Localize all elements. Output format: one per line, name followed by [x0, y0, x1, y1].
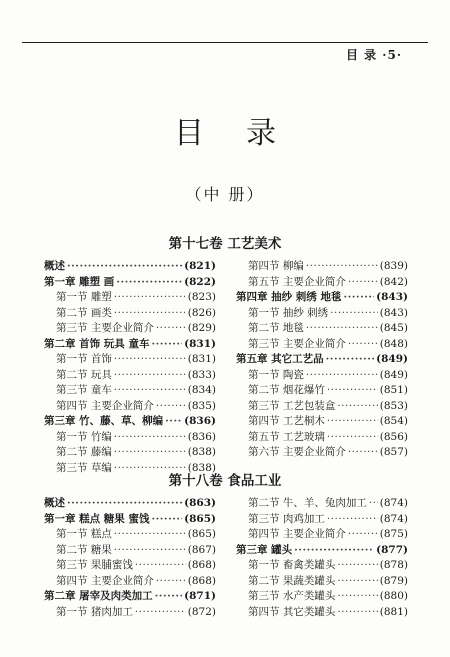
toc-entry-label: 第二节 玩具 [56, 368, 112, 381]
toc-leader-dots [114, 527, 186, 543]
toc-section-entry [236, 383, 408, 399]
toc-chapter-entry [44, 589, 216, 605]
toc-page-number: (849) [376, 353, 408, 365]
toc-leader-dots [294, 543, 374, 559]
toc-leader-dots [327, 383, 378, 399]
toc-page-number: (823) [187, 291, 216, 303]
toc-page-number: (851) [379, 384, 408, 396]
toc-entry-label: 第二节 画类 [56, 306, 112, 319]
toc-section-entry [44, 321, 216, 337]
toc-page-number: (836) [184, 415, 216, 427]
toc-page-number: (854) [379, 415, 408, 427]
toc-leader-dots [330, 306, 378, 322]
toc-entry-label: 第三节 水产类罐头 [248, 590, 336, 602]
toc-page-number: (868) [187, 574, 216, 587]
toc-section-entry [236, 306, 408, 322]
toc-entry-label: 第四章 抽纱 刺绣 地毯 [236, 291, 342, 303]
toc-leader-dots [369, 496, 378, 512]
toc-page-number: (842) [379, 275, 408, 288]
toc-leader-dots [348, 275, 378, 291]
toc-page-number: (829) [187, 322, 216, 334]
toc-page-number: (843) [379, 306, 408, 319]
toc-entry-label: 第一节 竹编 [56, 430, 112, 443]
toc-entry-label: 第四节 主要企业简介 [248, 528, 346, 540]
toc-entry-label: 第三节 肉鸡加工 [248, 512, 325, 525]
toc-page-number: (836) [187, 430, 216, 443]
toc-leader-dots [337, 558, 377, 574]
toc-leader-dots [67, 496, 182, 512]
toc-column-left [44, 259, 216, 476]
toc-entry-label: 第三节 工艺包装盒 [248, 399, 336, 412]
toc-entry-label: 概述 [44, 260, 65, 272]
toc-page-number: (877) [376, 543, 408, 556]
toc-page-number: (838) [187, 446, 216, 458]
volume-label: （中 册） [185, 185, 265, 204]
toc-entry-label: 第三章 罐头 [236, 543, 293, 556]
toc-chapter-entry [44, 496, 216, 512]
toc-entry-label: 第二节 地毯 [248, 322, 304, 334]
toc-leader-dots [114, 445, 186, 461]
toc-page-number: (880) [379, 590, 408, 602]
toc-leader-dots [165, 414, 182, 430]
toc-section-entry [236, 259, 408, 275]
toc-leader-dots [327, 430, 378, 446]
toc-column-right [236, 496, 408, 620]
toc-section-entry [236, 430, 408, 446]
toc-entry-label: 第二节 藤编 [56, 446, 112, 458]
toc-leader-dots [337, 399, 377, 415]
toc-leader-dots [151, 512, 182, 528]
toc-section-entry [44, 605, 216, 621]
toc-column-right [236, 259, 408, 461]
toc-section-entry [44, 383, 216, 399]
toc-page-number: (822) [184, 275, 216, 288]
toc-entry-label: 第一节 糕点 [56, 528, 112, 540]
toc-section-entry [236, 275, 408, 291]
toc-page-number: (849) [379, 368, 408, 381]
toc-entry-label: 第一节 首饰 [56, 353, 112, 365]
toc-page-number: (871) [184, 590, 216, 602]
toc-section-entry [44, 352, 216, 368]
toc-section-entry [236, 527, 408, 543]
toc-leader-dots [348, 445, 378, 461]
toc-chapter-entry [236, 290, 408, 306]
toc-column-left [44, 496, 216, 620]
toc-leader-dots [114, 352, 186, 368]
toc-chapter-entry [236, 543, 408, 559]
toc-leader-dots [337, 574, 377, 590]
toc-section-entry [44, 399, 216, 415]
toc-leader-dots [114, 543, 186, 559]
toc-leader-dots [337, 589, 377, 605]
toc-leader-dots [155, 589, 182, 605]
toc-leader-dots [348, 527, 378, 543]
toc-entry-label: 第四节 柳编 [248, 260, 304, 272]
toc-page-number: (821) [184, 260, 216, 272]
toc-entry-label: 第五节 工艺玻璃 [248, 430, 325, 443]
toc-page-number: (874) [379, 497, 408, 509]
toc-entry-label: 第三节 果脯蜜饯 [56, 559, 133, 571]
toc-leader-dots [114, 430, 186, 446]
toc-section-entry [236, 445, 408, 461]
toc-entry-label: 第一章 雕塑 画 [44, 275, 115, 288]
toc-leader-dots [337, 605, 377, 621]
toc-page-number: (881) [379, 605, 408, 618]
toc-section-entry [236, 512, 408, 528]
toc-entry-label: 第二章 首饰 玩具 童车 [44, 337, 150, 350]
toc-page-number: (872) [187, 605, 216, 618]
header-rule [22, 42, 428, 43]
toc-page-number: (839) [379, 260, 408, 272]
toc-entry-label: 第三节 主要企业简介 [248, 337, 346, 350]
toc-entry-label: 第三节 童车 [56, 384, 112, 396]
toc-leader-dots [306, 321, 378, 337]
toc-page-number: (879) [379, 574, 408, 587]
toc-leader-dots [114, 383, 186, 399]
toc-section-entry [236, 414, 408, 430]
toc-chapter-entry [44, 337, 216, 353]
toc-entry-label: 第三节 草编 [56, 461, 112, 474]
toc-page-number: (865) [187, 528, 216, 540]
toc-page-number: (874) [379, 512, 408, 525]
toc-entry-label: 第一节 抽纱 刺绣 [248, 306, 329, 319]
toc-page-number: (845) [379, 322, 408, 334]
toc-entry-label: 第一节 猪肉加工 [56, 605, 133, 618]
toc-section-entry [44, 445, 216, 461]
toc-entry-label: 第二节 牛、羊、兔肉加工 [248, 497, 367, 509]
toc-section-entry [236, 496, 408, 512]
toc-leader-dots [67, 259, 182, 275]
toc-page-number: (833) [187, 368, 216, 381]
toc-leader-dots [326, 352, 374, 368]
toc-page-number: (843) [376, 291, 408, 303]
toc-leader-dots [306, 368, 378, 384]
toc-leader-dots [114, 306, 186, 322]
toc-entry-label: 第四节 其它类罐头 [248, 605, 336, 618]
toc-entry-label: 第三章 竹、藤、草、柳编 [44, 415, 164, 427]
toc-chapter-entry [44, 414, 216, 430]
running-header: 目 录 ·5· [345, 48, 402, 62]
toc-page-number: (838) [187, 461, 216, 474]
toc-leader-dots [135, 558, 186, 574]
toc-entry-label: 第二节 果蔬类罐头 [248, 574, 336, 587]
section-heading-18: 第十八卷 食品工业 [168, 473, 282, 489]
toc-section-entry [236, 589, 408, 605]
toc-entry-label: 第一章 糕点 糖果 蜜饯 [44, 512, 150, 525]
toc-page-number: (875) [379, 528, 408, 540]
toc-leader-dots [327, 414, 378, 430]
toc-page-number: (853) [379, 399, 408, 412]
toc-chapter-entry [44, 512, 216, 528]
toc-section-entry [44, 430, 216, 446]
page-title: 目录 [174, 116, 318, 151]
toc-entry-label: 第一节 畜禽类罐头 [248, 559, 336, 571]
toc-leader-dots [348, 337, 378, 353]
section-heading-17: 第十七卷 工艺美术 [168, 236, 282, 252]
toc-leader-dots [114, 368, 186, 384]
toc-page-number: (863) [184, 497, 216, 509]
toc-leader-dots [343, 290, 374, 306]
toc-chapter-entry [236, 352, 408, 368]
toc-page-number: (868) [187, 559, 216, 571]
toc-section-entry [44, 306, 216, 322]
toc-section-entry [236, 321, 408, 337]
toc-entry-label: 第三节 主要企业简介 [56, 322, 154, 334]
toc-section-entry [44, 543, 216, 559]
toc-section-entry [44, 558, 216, 574]
toc-section-entry [236, 337, 408, 353]
toc-section-entry [44, 290, 216, 306]
toc-leader-dots [156, 321, 186, 337]
toc-leader-dots [327, 512, 378, 528]
toc-entry-label: 第一节 雕塑 [56, 291, 112, 303]
toc-section-entry [44, 574, 216, 590]
toc-section-entry [236, 605, 408, 621]
toc-entry-label: 第五章 其它工艺品 [236, 353, 324, 365]
toc-section-entry [236, 368, 408, 384]
toc-entry-label: 第二节 糖果 [56, 543, 112, 556]
toc-section-entry [236, 399, 408, 415]
toc-page-number: (865) [184, 512, 216, 525]
toc-entry-label: 第一节 陶瓷 [248, 368, 304, 381]
toc-page-number: (878) [379, 559, 408, 571]
toc-entry-label: 概述 [44, 497, 65, 509]
toc-leader-dots [135, 605, 186, 621]
toc-leader-dots [151, 337, 182, 353]
toc-section-entry [236, 574, 408, 590]
toc-leader-dots [156, 399, 186, 415]
toc-page-number: (857) [379, 446, 408, 458]
toc-chapter-entry [44, 259, 216, 275]
toc-chapter-entry [44, 275, 216, 291]
toc-section-entry [236, 558, 408, 574]
toc-page-number: (831) [187, 353, 216, 365]
toc-page-number: (835) [187, 399, 216, 412]
toc-leader-dots [116, 275, 182, 291]
toc-section-entry [44, 527, 216, 543]
toc-entry-label: 第五节 主要企业简介 [248, 275, 346, 288]
toc-entry-label: 第二章 屠宰及肉类加工 [44, 590, 153, 602]
toc-page-number: (856) [379, 430, 408, 443]
toc-entry-label: 第四节 工艺桐木 [248, 415, 325, 427]
toc-entry-label: 第六节 主要企业简介 [248, 446, 346, 458]
toc-entry-label: 第四节 主要企业简介 [56, 399, 154, 412]
toc-page-number: (834) [187, 384, 216, 396]
toc-entry-label: 第四节 主要企业简介 [56, 574, 154, 587]
toc-page-number: (826) [187, 306, 216, 319]
toc-section-entry [44, 368, 216, 384]
toc-page-number: (867) [187, 543, 216, 556]
toc-entry-label: 第二节 烟花爆竹 [248, 384, 325, 396]
toc-leader-dots [114, 290, 186, 306]
toc-page-number: (831) [184, 337, 216, 350]
toc-leader-dots [306, 259, 378, 275]
toc-leader-dots [156, 574, 186, 590]
toc-page-number: (848) [379, 337, 408, 350]
